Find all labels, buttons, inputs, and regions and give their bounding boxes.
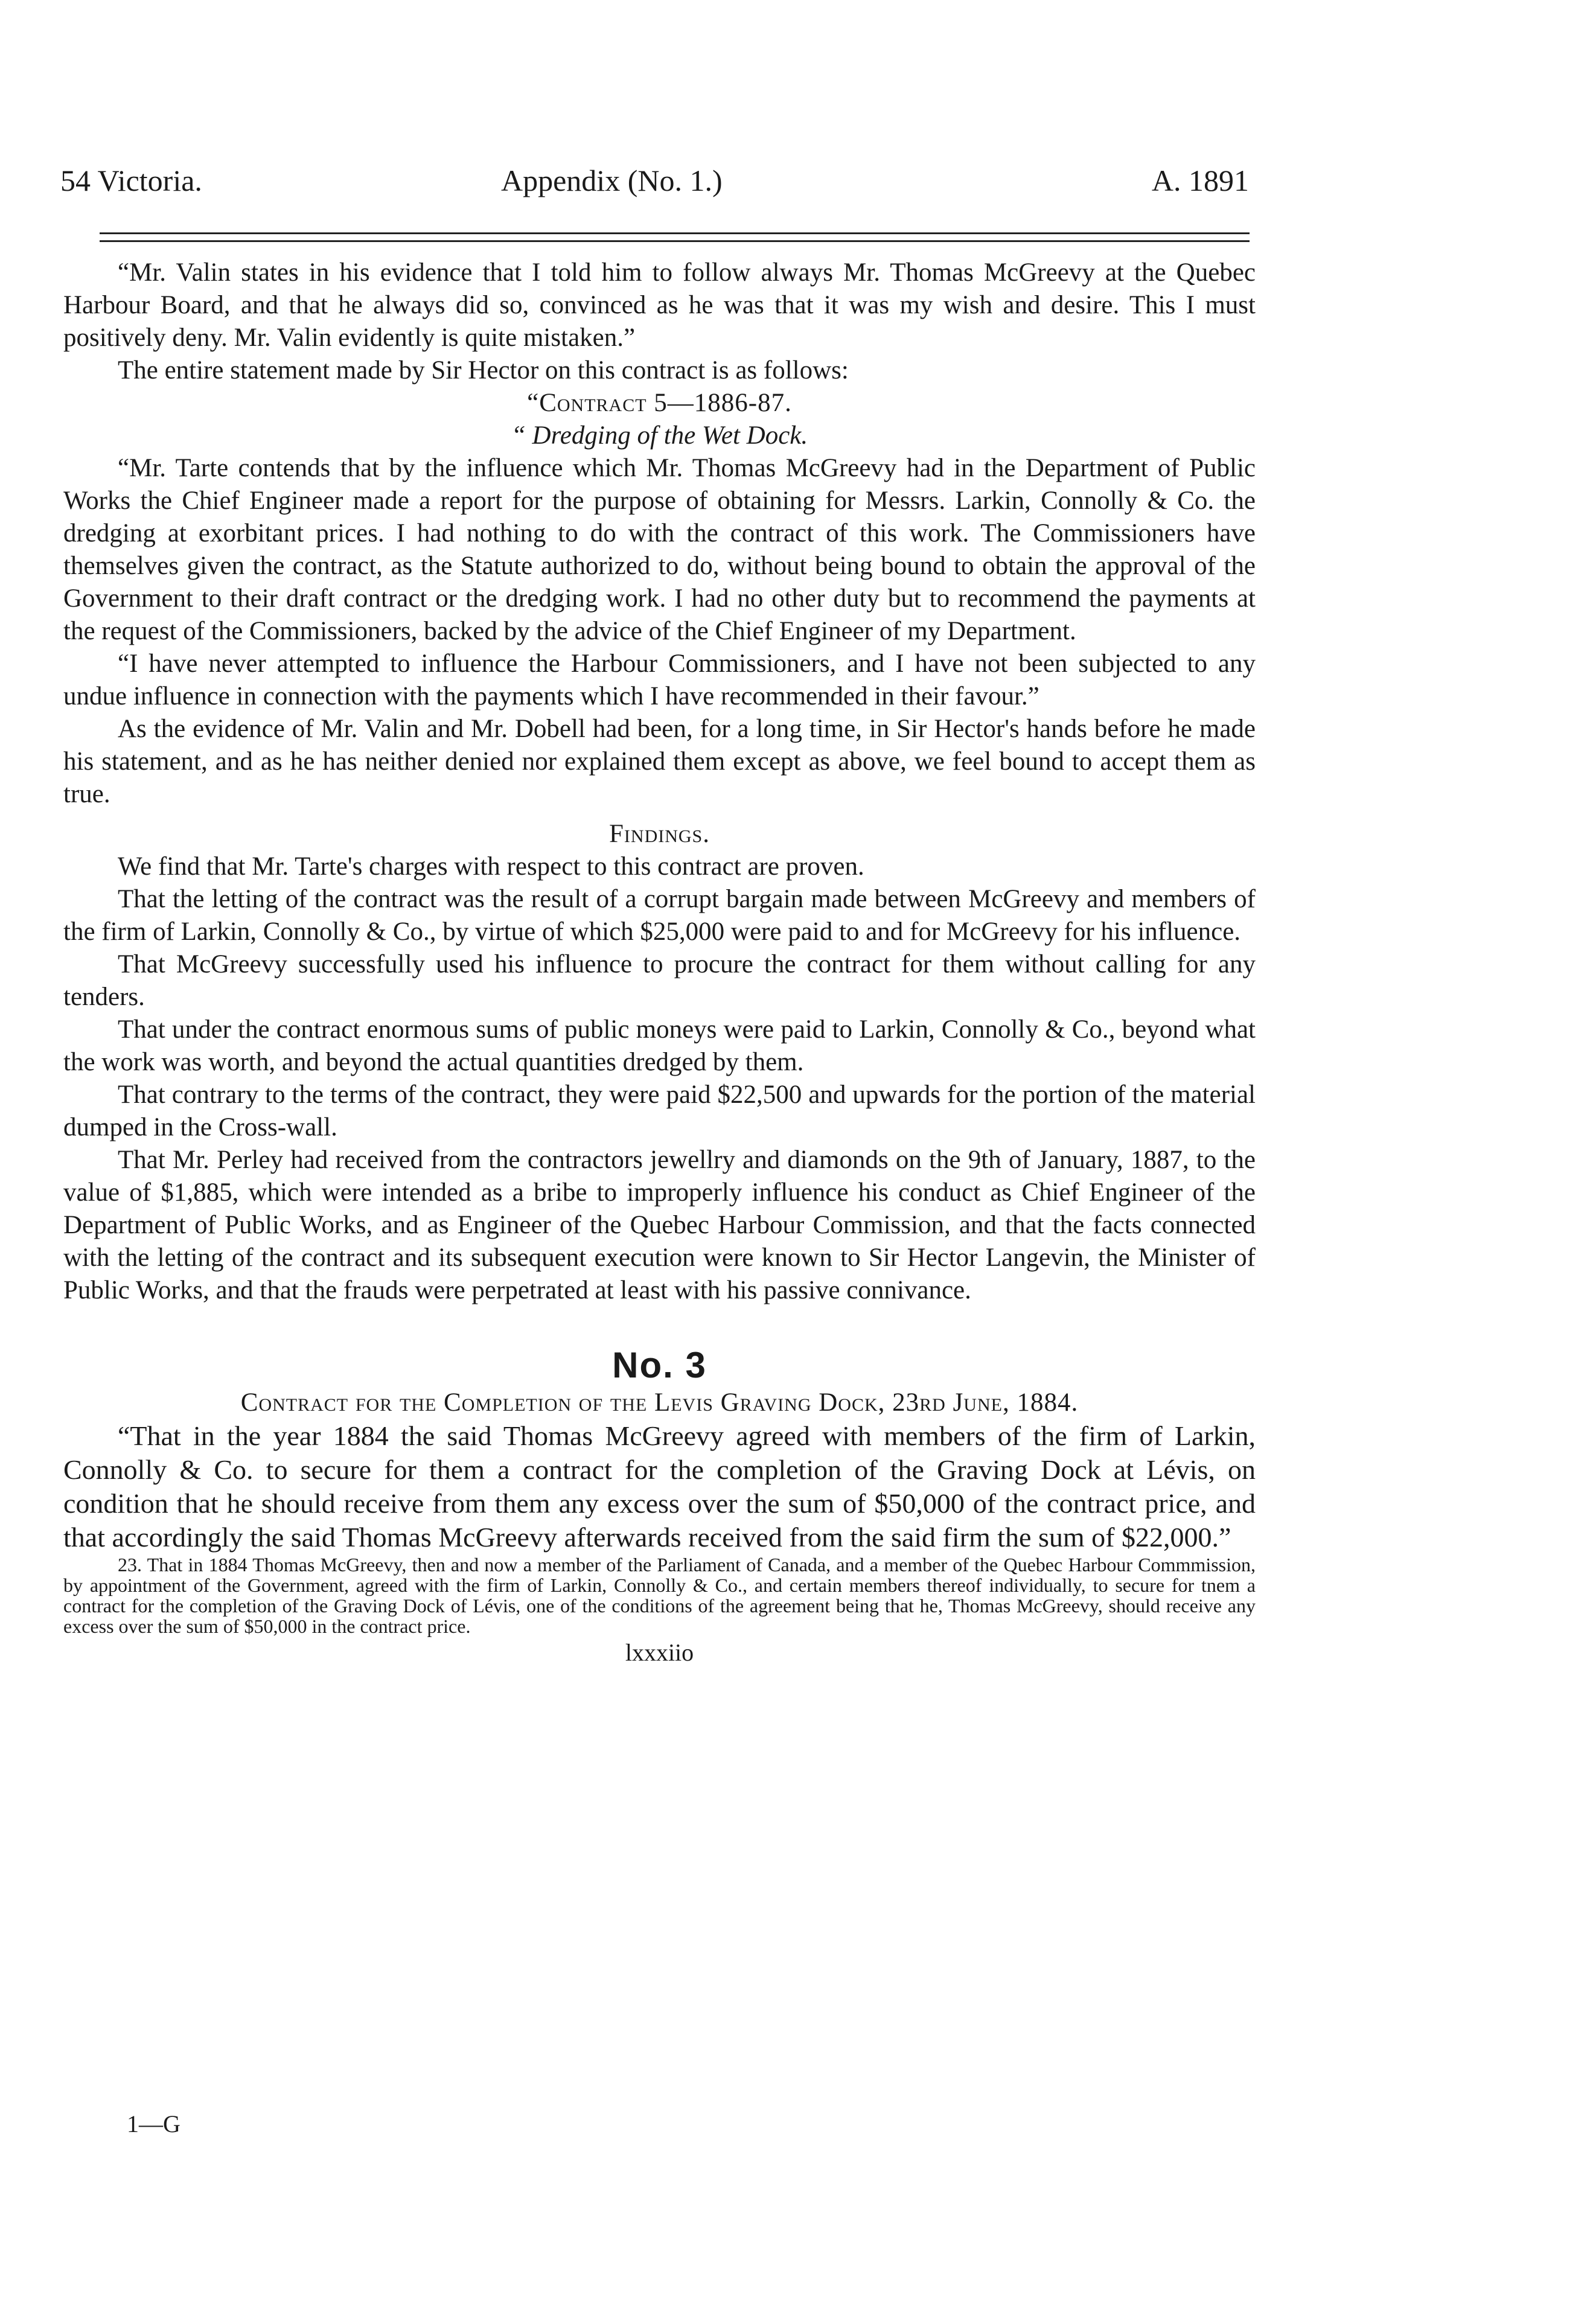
- finding: That McGreevy successfully used his influence to procure the contract for them without calling for any tenders.: [63, 950, 1256, 1011]
- signature-mark: 1—G: [127, 2110, 180, 2137]
- header-appendix: Appendix (No. 1.): [501, 164, 723, 197]
- header-session: 54 Victoria.: [60, 164, 202, 197]
- header-year: A. 1891: [1151, 164, 1249, 197]
- footnote-text: 23. That in 1884 Thomas McGreevy, then and now a member of the Parliament of Canada, and a member of the Quebec Harbour Commmission, by appointment of the Government, agreed with the firm of Larkin, Connolly & Co., and certain members thereof individually, to secure for tnem a contract for the completion of the Graving Dock of Lévis, one of the conditions of the agreement being that he, Thomas McGreevy, should receive any excess over the sum of $50,000 in the contract price.: [63, 1554, 1256, 1637]
- paragraph: The entire statement made by Sir Hector on this contract is as follows:: [118, 356, 849, 385]
- finding: That the letting of the contract was the result of a corrupt bargain made between McGreevy and members of the firm of Larkin, Connolly & Co., by virtue of which $25,000 were paid to and for McGreevy for his influence.: [63, 885, 1256, 946]
- findings-heading: Findings.: [609, 820, 710, 848]
- paragraph: As the evidence of Mr. Valin and Mr. Dobell had been, for a long time, in Sir Hector's hands before he made his statement, and as he has neither denied nor explained them except as above, we feel bound to accept them as true.: [63, 715, 1256, 808]
- section-title: Contract for the Completion of the Levis Graving Dock, 23rd June, 1884.: [240, 1388, 1079, 1417]
- charge-text: “That in the year 1884 the said Thomas McGreevy agreed with members of the firm of Larkin, Connolly & Co. to secure for them a contract for the completion of the Graving Dock at Lévis, on condition that he should receive from them any excess over the sum of $50,000 of the contract price, and that accordingly the said Thomas McGreevy afterwards received from the said firm the sum of $22,000.”: [63, 1420, 1256, 1553]
- header-rule: [100, 232, 1250, 234]
- finding: That under the contract enormous sums of public moneys were paid to Larkin, Connolly & Co., beyond what the work was worth, and beyond the actual quantities dredged by them.: [63, 1015, 1256, 1076]
- paragraph: “Mr. Valin states in his evidence that I told him to follow always Mr. Thomas McGreevy at the Quebec Harbour Board, and that he always did so, convinced as he was that it was my wish and desire. This I must positively deny. Mr. Valin evidently is quite mistaken.”: [63, 258, 1256, 352]
- finding: That contrary to the terms of the contract, they were paid $22,500 and upwards for the portion of the material dumped in the Cross-wall.: [63, 1081, 1256, 1141]
- paragraph: “Mr. Tarte contends that by the influence which Mr. Thomas McGreevy had in the Department of Public Works the Chief Engineer made a report for the purpose of obtaining for Messrs. Larkin, Connolly & Co. the dredging at exorbitant prices. I had nothing to do with the contract of this work. The Commissioners have themselves given the contract, as the Statute authorized to do, without being bound to obtain the approval of the Government to their draft contract or the dredging work. I had no other duty but to recommend the payments at the request of the Commissioners, backed by the advice of the Chief Engineer of my Department.: [63, 454, 1256, 645]
- finding: We find that Mr. Tarte's charges with respect to this contract are proven.: [118, 852, 864, 881]
- paragraph: “I have never attempted to influence the Harbour Commissioners, and I have not been subjected to any undue influence in connection with the payments which I have recommended in their favour.”: [63, 650, 1256, 710]
- finding: That Mr. Perley had received from the contractors jewellry and diamonds on the 9th of January, 1887, to the value of $1,885, which were intended as a bribe to improperly influence his conduct as Chief Engineer of the Department of Public Works, and as Engineer of the Quebec Harbour Commission, and that the facts connected with the letting of the contract and its subsequent execution were known to Sir Hector Langevin, the Minister of Public Works, and that the frauds were perpetrated at least with his passive connivance.: [63, 1146, 1256, 1304]
- section-number: No. 3: [612, 1345, 707, 1385]
- header-rule-double: [100, 240, 1250, 242]
- contract-subheading: “ Dredging of the Wet Dock.: [511, 421, 808, 450]
- body-text: [63, 257, 1256, 1669]
- page-folio: lxxxiio: [625, 1639, 694, 1666]
- running-header: [60, 163, 1249, 205]
- contract-heading: “Contract 5—1886-87.: [527, 389, 792, 417]
